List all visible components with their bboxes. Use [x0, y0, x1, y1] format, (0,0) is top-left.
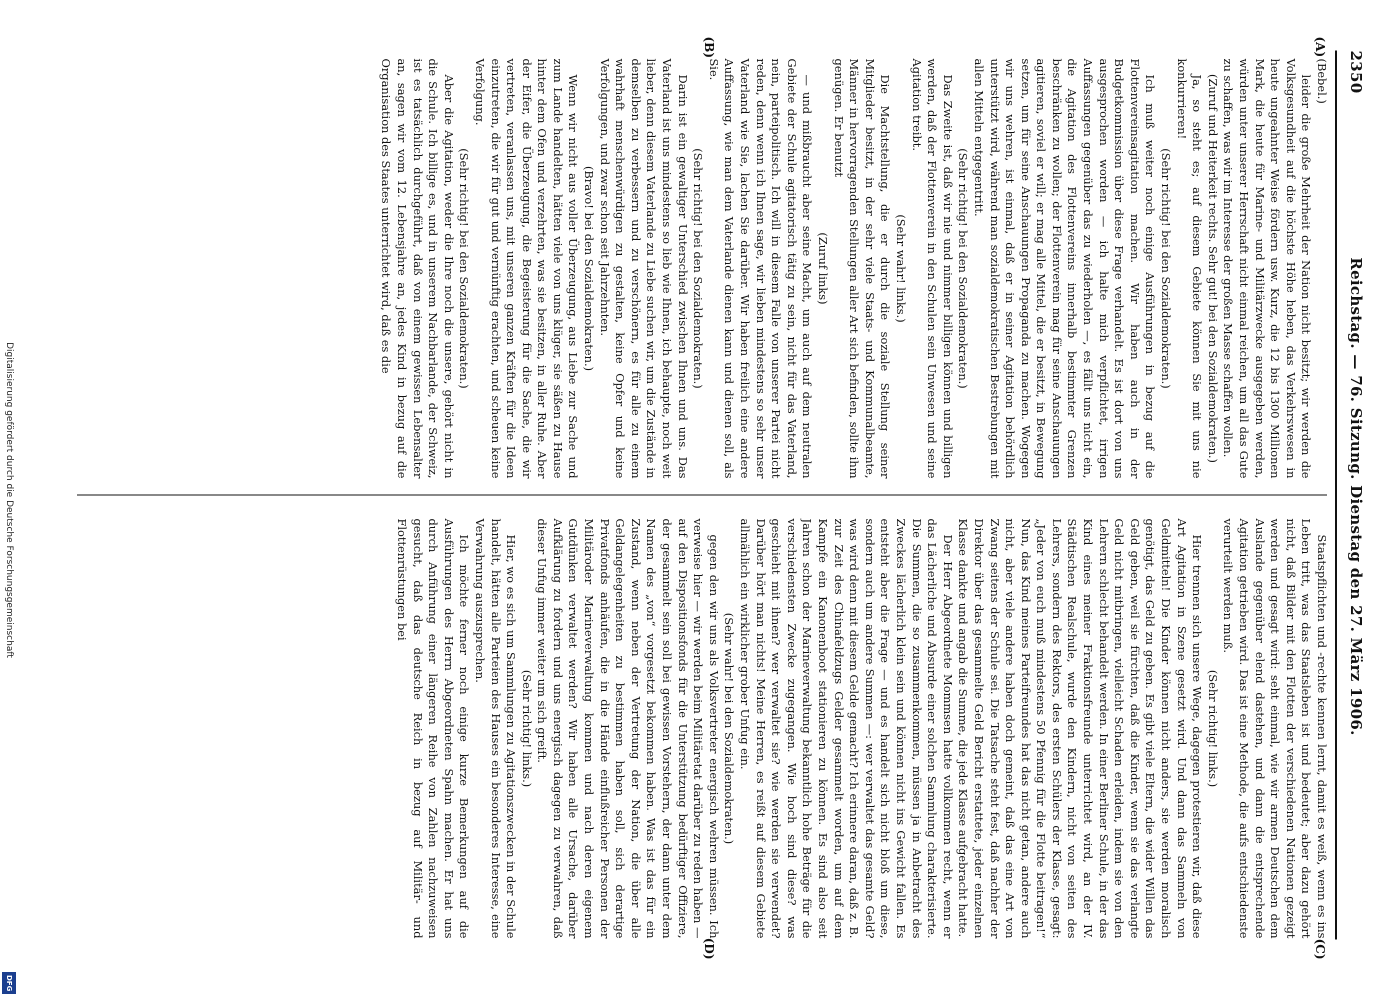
interjection: (Sehr richtig! links.) [1205, 669, 1220, 788]
paragraph: Staatspflichten und -rechte kennen lernt, damit es weiß, wenn es ins Leben tritt, was das Staatsleben ist und bedeutet; aber dazu gehört nicht, daß Bilder mit den Flotten der verschiedenen Nationen gezeigt werden und gesagt wird: seht einmal, wie wir armen Deutschen dem Auslande gegenüber elend dastehen, und dann die entsprechende Agitation getrieben wird. Das ist eine Methode, die aufs entschiedenste verurteilt werden muß. [1221, 518, 1329, 939]
interjection: (Sehr richtig! bei den Sozialdemokraten.) [1159, 148, 1174, 389]
margin-marker-d: (D) [702, 937, 716, 960]
paragraph: Aber die Agitation, weder die Ihre noch die unsere, gehört nicht in die Schule. Ich billige es, und in unserem Nachbarlande, der Schweiz, ist es tatsächlich durchgeführt, daß von einem gewissen Lebensalter an, sagen wir vom 12. Lebensjahre an, jedes Kind in bezug auf die Organisation des Staates unterrichtet wird, daß es die [379, 58, 456, 479]
interjection: (Sehr richtig! links.) [519, 669, 534, 788]
paragraph: Die Machtstellung, die er durch die soziale Stellung seiner Mitglieder besitzt, in der sehr viele Staats- und Kommunalbeamte, Männer in hervorragenden Stellungen aller Art sich befinden, sollte ihm genügen. Er benutzt [831, 58, 893, 479]
digitization-credit-text: Digitalisierung gefördert durch die Deutsche Forschungsgemeinschaft [4, 342, 14, 658]
paragraph: leider die große Mehrheit der Nation nicht besitzt; wir werden die Volksgesundheit auf die höchste Höhe heben, das Verkehrswesen in heute ungeahnter Weise fördern usw. Kurz, die 12 bis 1300 Millionen Mark, die heute für Marine- und Militärzwecke ausgegeben werden, würden unter unserer Herrschaft nicht einmal reichen, um all das Gute zu schaffen, was wir im Interesse der großen Masse schaffen wollen. [1221, 58, 1314, 479]
page-header [1339, 51, 1365, 940]
left-column [75, 59, 1329, 479]
paragraph: Der Herr Abgeordnete Mommsen hatte vollkommen recht, wenn er das Lächerliche und Absurde einer solchen Sammlung charakterisierte. Die Summen, die so zusammenkommen, müssen ja in Anbetracht des Zweckes lächerlich klein sein und können nicht ins Gewicht fallen. Es entsteht aber die Frage — und es handelt sich nicht bloß um diese, sondern auch um andere Summen —: wer verwaltet das gesamte Geld? was wird denn mit diesem Gelde gemacht? Ich erinnere daran, daß z. B. zur Zeit des Chinafeldzugs Gelder gesammelt worden, um auf dem Kampfe ein Kanonenboot stationieren zu können. Es sind also seit Jahren schon der Marineverwaltung bekanntlich hohe Beträge für die verschiedensten Zwecke zugegangen. Wie hoch sind diese? was geschieht mit ihnen? wer verwaltet sie? wie werden sie verwendet? Darüber hört man nichts! Meine Herren, es reißt auf diesem Gebiete allmählich ein wirklicher grober Unfug ein. [738, 518, 955, 939]
interjection: (Sehr wahr! bei den Sozialdemokraten.) [722, 612, 737, 845]
page-number: 2350 [1347, 50, 1365, 94]
margin-marker-c: (C) [1313, 938, 1327, 960]
digitization-credit-strip [0, 0, 18, 1000]
paragraph: Hier trennen sich unsere Wege, dagegen protestieren wir, daß diese Art Agitation in Szene gesetzt wird. Und dann das Sammeln von Geldmitteln! Die Kinder können nicht anders, sie werden moralisch genötigt, das Geld zu geben. Es gibt viele Eltern, die wider Willen das Geld geben, weil sie fürchten, daß die Kinder, wenn sie das verlangte Geld nicht mitbringen, vielleicht Schaden erleiden, indem sie von den Lehrern schlecht behandelt werden. In einer Berliner Schule, in der das Kind eines meiner Fraktionsfreunde unterrichtet wird, an der IV. Städtischen Realschule, wurde den Kindern, nicht von seiten des Lehrers, sondern des Rektors, des ersten Schülers der Klasse, gesagt: „Jeder von euch muß mindestens 50 Pfennig für die Flotte beitragen!“ Nun, das Kind meines Parteifreundes hat das nicht getan, andere auch nicht, aber viele andere haben doch gemeint, daß das eine Art von Zwang seitens der Schule sei. Die Tatsache steht fest, daß nachher der Direktor über das gesammelte Geld Bericht erstattete, jeder einzelnen Klasse dankte und angab die Summe, die jede Klasse aufgebracht hatte. [956, 518, 1205, 939]
header-rule [1335, 51, 1337, 940]
paragraph: Ja, so steht es; auf diesem Gebiete können Sie mit uns nie konkurrieren! [1174, 58, 1205, 479]
interjection: (Sehr richtig! bei den Sozialdemokraten.) [956, 148, 971, 389]
dfg-logo-icon: DFG [2, 972, 16, 994]
paragraph: Wenn wir nicht aus voller Überzeugung, aus Liebe zur Sache und zum Lande handelten, hätten viele von uns klüger, sie säßen zu Hause hinter dem Ofen und verzehrten, was sie besitzen, in aller Ruhe. Aber der Eifer, die Überzeugung, die Begeisterung für die Sache, die wir vertreten, veranlassen uns, mit unseren ganzen Kräften für die Ideen einzutreten, die wir für gut und vernünftig erachten, und scheuen keine Verfolgung. [472, 58, 581, 479]
paragraph: gegen den wir uns als Volksvertreter energisch wehren müssen. Ich verweise hier — wir werden beim Militäretat darüber zu reden haben — auf den Dispositionsfonds für die Unterstützung bedürftiger Offiziere, der gesammelt sein soll bei gewissen Vorstehern, der dann unter dem Namen des „von“ vorgesetzt bekommen haben. Was ist das für ein Zustand, wenn neben der Vertretung der Nation, die über alle Geldangelegenheiten zu bestimmen haben soll, sich derartige Privatfonds anhäufen, die in die Hände einflußreicher Personen der Militäroder Marineverwaltung kommen und nach deren eigenem Gutdünken verwaltet werden? Wir haben alle Ursache, darüber Aufklärung zu fordern und uns energisch dagegen zu verwahren, daß dieser Unfug immer weiter um sich greift. [535, 518, 721, 939]
paragraph: Ich möchte ferner noch einige kurze Bemerkungen auf die Ausführungen des Herrn Abgeordneten Spahn machen. Er hat uns durch Anführung einer längeren Reihe von Zahlen nachzuweisen gesucht, daß das deutsche Reich in bezug auf Militär- und Flottenrüstungen bei [394, 518, 472, 939]
interjection: (Sehr wahr! links.) [893, 214, 908, 323]
paragraph: — und mißbraucht aber seine Macht, um auch auf dem neutralen Gebiete der Schule agitatorisch tätig zu sein, nicht für das Vaterland, nein, parteipolitisch. Ich will in diesem Falle von unserer Partei nicht reden, denn wenn ich Ihnen sage, wir lieben mindestens so sehr unser Vaterland wie Sie, lachen Sie darüber. Wir haben freilich eine andere Auffassung, wie man dem Vaterlande dienen kann und dienen soll, als Sie. [706, 58, 815, 479]
paragraph: Das Zweite ist, daß wir nie und nimmer billigen können und billigen werden, daß der Flottenverein in den Schulen sein Unwesen und seine Agitation treibt. [909, 58, 955, 479]
margin-marker-a: (A) [1313, 36, 1327, 58]
paragraph: Darin ist ein gewaltiger Unterschied zwischen Ihnen und uns. Das Vaterland ist uns mindestens so lieb wie Ihnen, ich behaupte, noch weit lieber, denn diesem Vaterlande zu Liebe suchen wir, um die Zustände in demselben zu verbessern und zu verschönern, es für alle zu einem wahrhaft menschenwürdigen zu gestalten, keine Opfer und keine Verfolgungen, und zwar schon seit Jahrzehnten. [597, 58, 690, 479]
interjection: (Zuruf und Heiterkeit rechts. Sehr gut! bei den Sozialdemokraten.) [1205, 74, 1220, 463]
interjection: (Bravo! bei den Sozialdemokraten.) [582, 165, 597, 372]
paragraph: Hier, wo es sich um Sammlungen zu Agitationszwecken in der Schule handelt, hätten alle Parteien des Hauses ein besonderes Interesse, eine Verwahrung auszusprechen. [472, 518, 519, 939]
margin-marker-b: (B) [702, 36, 716, 58]
interjection: (Sehr richtig! bei den Sozialdemokraten.) [457, 148, 472, 389]
interjection: (Sehr richtig! bei den Sozialdemokraten.) [691, 148, 706, 389]
interjection: (Zuruf links) [816, 232, 830, 305]
paragraph: Ich muß weiter noch einige Ausführungen in bezug auf die Flottenvereinsagitation machen. Wir haben auch in der Budgetkommission über diese Frage verhandelt. Es ist dort von uns ausgesprochen worden — ich halte mich verpflichtet, irrigen Auffassungen gegenüber das zu wiederholen —, es fällt uns nicht ein, die Agitation des Flottenvereins innerhalb bestimmter Grenzen beschränken zu wollen; der Flottenverein mag für seine Anschauungen agitieren, soviel er will; er mag alle Mittel, die er besitzt, in Bewegung setzen, um für seine Anschauungen Propaganda zu machen. Wogegen wir uns wehren, ist einmal, daß er in seiner Agitation behördlich unterstützt wird, während man sozialdemokratischen Bestrebungen mit allen Mitteln entgegentritt. [971, 58, 1158, 479]
column-divider [77, 495, 1327, 496]
document-page [61, 33, 1371, 958]
paragraph: (Bebel.) [1315, 58, 1329, 104]
right-column [75, 519, 1329, 939]
session-title: Reichstag. — 76. Sitzung. Dienstag den 27. März 1906. [1347, 257, 1365, 736]
